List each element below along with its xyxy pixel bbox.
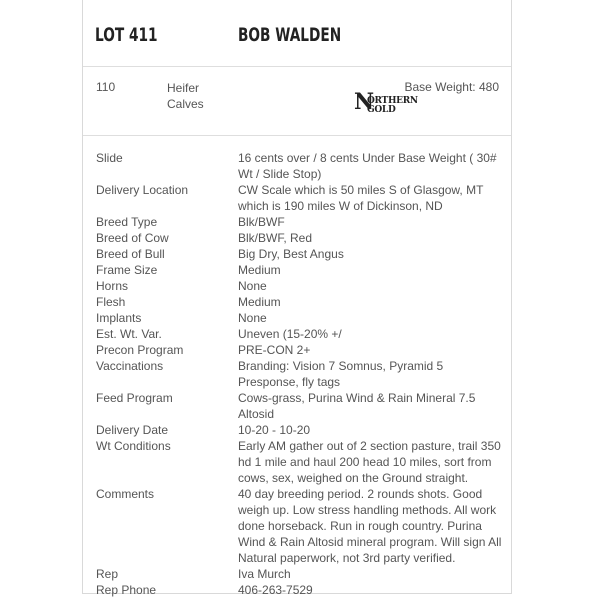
detail-value-delivery-location: CW Scale which is 50 miles S of Glasgow, MT which is 190 miles W of Dickinson, ND: [238, 183, 484, 213]
detail-label-implants: Implants: [96, 311, 142, 325]
lot-summary: [83, 67, 511, 136]
base-weight: Base Weight: 480: [404, 80, 499, 94]
lot-header: [83, 0, 511, 67]
detail-value-breed-type: Blk/BWF: [238, 215, 285, 229]
detail-row-implants: [83, 310, 511, 326]
lot-card: [82, 0, 512, 597]
detail-row-delivery-location: [83, 182, 511, 214]
detail-value-rep: Iva Murch: [238, 567, 291, 581]
seller-name: BOB WALDEN: [238, 24, 342, 46]
logo-word-northern: ORTHERN: [367, 96, 418, 106]
logo-initial: N: [354, 89, 375, 115]
detail-row-rep: [83, 566, 511, 582]
detail-value-comments: 40 day breeding period. 2 rounds shots. Good weigh up. Low stress handling methods. All work done horseback. Run in rough country. Purina Wind & Rain Altosid mineral program. Will sign All Natural paperwork, not 3rd party verified.: [238, 487, 502, 565]
detail-row-comments: [83, 486, 511, 566]
detail-value-breed-of-bull: Big Dry, Best Angus: [238, 247, 344, 261]
detail-row-horns: [83, 278, 511, 294]
detail-label-vaccinations: Vaccinations: [96, 359, 164, 373]
detail-value-frame-size: Medium: [238, 263, 281, 277]
lot-title: LOT 411: [95, 24, 158, 46]
detail-row-frame-size: [83, 262, 511, 278]
detail-value-breed-of-cow: Blk/BWF, Red: [238, 231, 313, 245]
detail-row-precon-program: [83, 342, 511, 358]
detail-label-precon-program: Precon Program: [96, 343, 184, 357]
detail-label-delivery-date: Delivery Date: [96, 423, 169, 437]
head-count: 110: [96, 80, 116, 94]
detail-value-slide: 16 cents over / 8 cents Under Base Weight ( 30# Wt / Slide Stop): [238, 151, 497, 181]
cattle-class: Heifer Calves: [167, 81, 204, 111]
detail-label-rep-phone: Rep Phone: [96, 583, 157, 597]
detail-value-horns: None: [238, 279, 267, 293]
detail-label-rep: Rep: [96, 567, 119, 581]
detail-row-breed-of-cow: [83, 230, 511, 246]
detail-label-breed-type: Breed Type: [96, 215, 158, 229]
detail-label-feed-program: Feed Program: [96, 391, 173, 405]
detail-row-rep-phone: [83, 582, 511, 598]
detail-value-rep-phone: 406-263-7529: [238, 583, 313, 597]
detail-row-slide: [83, 150, 511, 182]
lot-details: [83, 150, 511, 598]
detail-row-breed-of-bull: [83, 246, 511, 262]
detail-value-vaccinations: Branding: Vision 7 Somnus, Pyramid 5 Presponse, fly tags: [238, 359, 444, 389]
detail-label-horns: Horns: [96, 279, 129, 293]
detail-label-est-wt-var: Est. Wt. Var.: [96, 327, 162, 341]
detail-row-flesh: [83, 294, 511, 310]
detail-value-flesh: Medium: [238, 295, 281, 309]
detail-value-delivery-date: 10-20 - 10-20: [238, 423, 311, 437]
detail-row-delivery-date: [83, 422, 511, 438]
detail-label-breed-of-cow: Breed of Cow: [96, 231, 169, 245]
detail-row-vaccinations: [83, 358, 511, 390]
detail-label-frame-size: Frame Size: [96, 263, 158, 277]
detail-label-flesh: Flesh: [96, 295, 126, 309]
logo-word-gold: GOLD: [367, 105, 396, 115]
detail-value-precon-program: PRE-CON 2+: [238, 343, 311, 357]
detail-label-delivery-location: Delivery Location: [96, 183, 189, 197]
detail-label-slide: Slide: [96, 151, 123, 165]
detail-label-wt-conditions: Wt Conditions: [96, 439, 171, 453]
northern-gold-logo: [354, 89, 418, 116]
detail-row-est-wt-var: [83, 326, 511, 342]
detail-value-feed-program: Cows-grass, Purina Wind & Rain Mineral 7.5 Altosid: [238, 391, 476, 421]
detail-value-wt-conditions: Early AM gather out of 2 section pasture, trail 350 hd 1 mile and haul 200 head 10 miles, sort from cows, sex, weighed on the Ground straight.: [238, 439, 501, 485]
detail-label-breed-of-bull: Breed of Bull: [96, 247, 165, 261]
detail-label-comments: Comments: [96, 487, 155, 501]
detail-row-wt-conditions: [83, 438, 511, 486]
detail-value-implants: None: [238, 311, 267, 325]
detail-value-est-wt-var: Uneven (15-20% +/: [238, 327, 342, 341]
detail-row-feed-program: [83, 390, 511, 422]
detail-row-breed-type: [83, 214, 511, 230]
